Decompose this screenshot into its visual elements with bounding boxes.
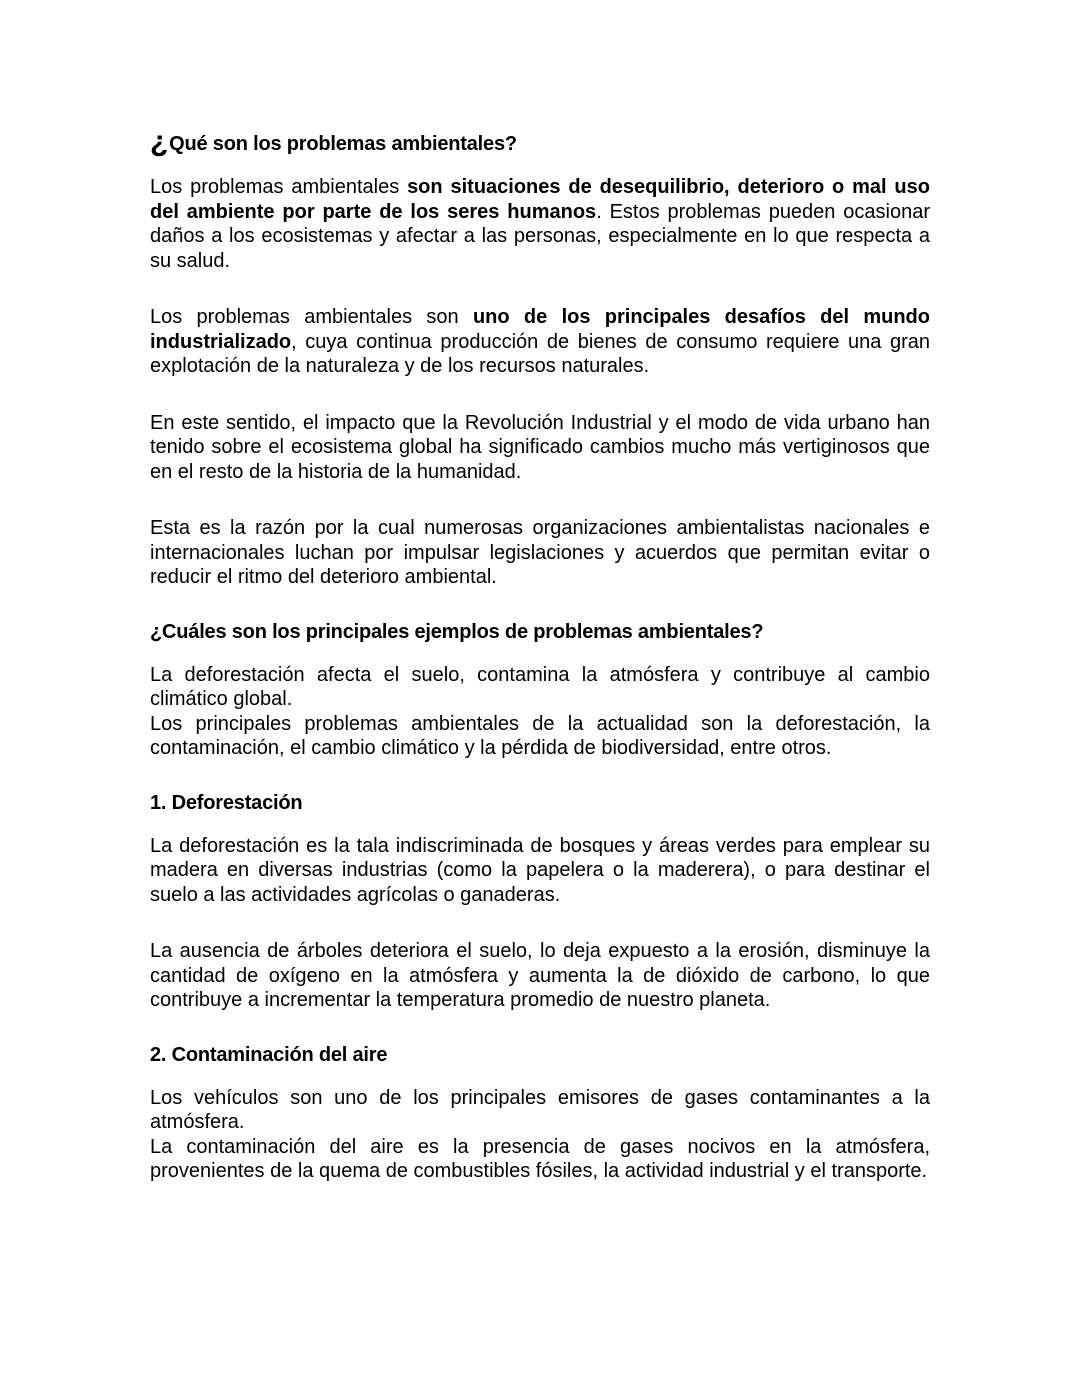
paragraph-industrial-revolution: En este sentido, el impacto que la Revolución Industrial y el modo de vida urbano han tenido sobre el ecosistema global ha significado cambios mucho más vertiginosos que en el resto de la historia de la humanidad. (150, 411, 930, 483)
paragraph-definition (150, 175, 930, 273)
heading-main-examples: ¿Cuáles son los principales ejemplos de problemas ambientales? (150, 620, 764, 643)
paragraph-deforestation-effects: La ausencia de árboles deteriora el suelo, lo deja expuesto a la erosión, disminuye la cantidad de oxígeno en la atmósfera y aumenta la de dióxido de carbono, lo que contribuye a incrementar la temperatura promedio de nuestro planeta. (150, 940, 930, 1011)
heading-text: Qué son los problemas ambientales? (169, 133, 517, 155)
paragraph-air-pollution (150, 1086, 930, 1184)
heading-air-pollution: 2. Contaminación del aire (150, 1043, 388, 1066)
paragraph-text: . Estos problemas pueden ocasionar daños a los ecosistemas y afectar a las personas, especialmente en lo que respecta a su salud. (150, 200, 930, 272)
paragraph-deforestation-definition: La deforestación es la tala indiscriminada de bosques y áreas verdes para emplear su madera en diversas industrias (como la papelera o la maderera), o para destinar el suelo a las actividades agrícolas o ganaderas. (150, 834, 930, 906)
paragraph-text: Los problemas ambientales (150, 176, 408, 198)
paragraph-line: Los principales problemas ambientales de la actualidad son la deforestación, la contaminación, el cambio climático y la pérdida de biodiversidad, entre otros. (150, 712, 930, 759)
paragraph-examples-intro (150, 663, 930, 761)
paragraph-text: Los problemas ambientales son (150, 306, 473, 328)
paragraph-bold-text: uno de los principales desafíos del mundo industrializado (150, 306, 930, 353)
paragraph-organizations: Esta es la razón por la cual numerosas organizaciones ambientalistas nacionales e internacionales luchan por impulsar legislaciones y acuerdos que permitan evitar o reducir el ritmo del deterioro ambiental. (150, 517, 930, 588)
document-page (150, 125, 930, 1184)
paragraph-industrialized-world (150, 305, 930, 379)
heading-what-are-environmental-problems (150, 125, 930, 158)
paragraph-line: La deforestación afecta el suelo, contamina la atmósfera y contribuye al cambio climático global. (150, 663, 930, 710)
paragraph-text: , cuya continua producción de bienes de consumo requiere una gran explotación de la naturaleza y de los recursos naturales. (150, 330, 930, 377)
paragraph-bold-text: son situaciones de desequilibrio, deterioro o mal uso del ambiente por parte de los seres humanos (150, 176, 930, 223)
paragraph-line: La contaminación del aire es la presencia de gases nocivos en la atmósfera, provenientes de la quema de combustibles fósiles, la actividad industrial y el transporte. (150, 1135, 930, 1182)
heading-deforestation: 1. Deforestación (150, 791, 303, 814)
heading-question-mark: ¿ (150, 125, 169, 158)
paragraph-line: Los vehículos son uno de los principales emisores de gases contaminantes a la atmósfera. (150, 1086, 930, 1133)
